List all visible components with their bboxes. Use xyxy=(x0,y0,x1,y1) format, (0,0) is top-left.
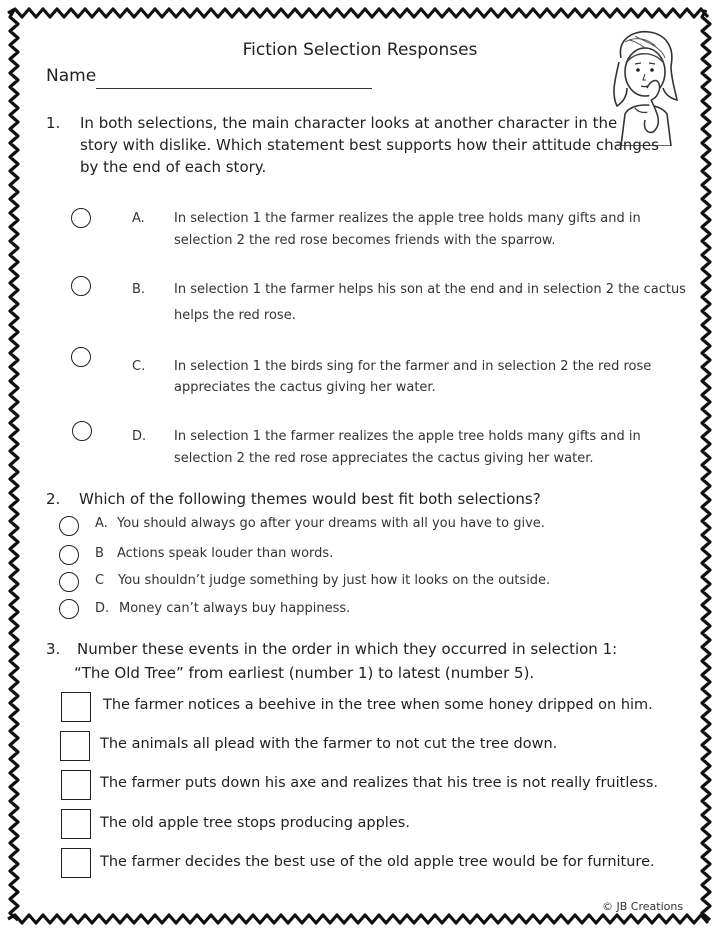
q2-option-a-text: You should always go after your dreams with all you have to give. xyxy=(117,516,545,531)
question-2-number: 2. xyxy=(46,490,61,508)
event-3-text: The farmer puts down his axe and realizes that his tree is not really fruitless. xyxy=(100,775,658,791)
q1-option-a-radio[interactable] xyxy=(71,208,91,228)
event-1-number-box[interactable] xyxy=(61,692,91,722)
question-1-line-3: by the end of each story. xyxy=(80,158,267,176)
question-1-line-2: story with dislike. Which statement best supports how their attitude changes xyxy=(80,136,659,154)
q1-option-b-line-1: In selection 1 the farmer helps his son at the end and in selection 2 the cactus xyxy=(174,282,686,297)
q2-option-c-letter: C xyxy=(95,573,105,588)
event-5-text: The farmer decides the best use of the old apple tree would be for furniture. xyxy=(100,854,655,870)
q1-option-c-letter: C. xyxy=(132,359,146,374)
question-1-number: 1. xyxy=(46,114,61,132)
q1-option-c-line-1: In selection 1 the birds sing for the farmer and in selection 2 the red rose xyxy=(174,359,652,374)
q1-option-d-letter: D. xyxy=(132,429,147,444)
q2-option-c-text: You shouldn’t judge something by just how it looks on the outside. xyxy=(118,573,551,588)
q1-option-b-radio[interactable] xyxy=(71,276,91,296)
event-2-text: The animals all plead with the farmer to not cut the tree down. xyxy=(100,736,558,752)
q2-option-c-radio[interactable] xyxy=(59,572,79,592)
q2-option-b-text: Actions speak louder than words. xyxy=(117,546,334,561)
q1-option-b-line-2: helps the red rose. xyxy=(174,308,296,323)
question-3-line-2: “The Old Tree” from earliest (number 1) to latest (number 5). xyxy=(74,664,535,682)
event-2-number-box[interactable] xyxy=(60,731,90,761)
q2-option-d-letter: D. xyxy=(95,601,110,616)
q1-option-d-line-2: selection 2 the red rose appreciates the cactus giving her water. xyxy=(174,451,594,466)
q1-option-a-line-2: selection 2 the red rose becomes friends with the sparrow. xyxy=(174,233,556,248)
event-3-number-box[interactable] xyxy=(61,770,91,800)
question-3-line-1: Number these events in the order in which they occurred in selection 1: xyxy=(77,640,618,658)
question-2-text: Which of the following themes would best fit both selections? xyxy=(79,490,541,508)
q2-option-b-letter: B xyxy=(95,546,104,561)
q2-option-b-radio[interactable] xyxy=(59,545,79,565)
question-3-number: 3. xyxy=(46,640,61,658)
event-4-number-box[interactable] xyxy=(61,809,91,839)
q1-option-b-letter: B. xyxy=(132,282,146,297)
copyright-notice: © JB Creations xyxy=(602,900,684,913)
event-5-number-box[interactable] xyxy=(61,848,91,878)
q1-option-a-letter: A. xyxy=(132,211,145,226)
q1-option-c-line-2: appreciates the cactus giving her water. xyxy=(174,380,436,395)
q1-option-d-line-1: In selection 1 the farmer realizes the apple tree holds many gifts and in xyxy=(174,429,641,444)
q2-option-a-radio[interactable] xyxy=(59,516,79,536)
event-4-text: The old apple tree stops producing apples. xyxy=(100,815,410,831)
name-input-line[interactable] xyxy=(96,88,372,89)
question-1-line-1: In both selections, the main character looks at another character in the xyxy=(80,114,618,132)
event-1-text: The farmer notices a beehive in the tree when some honey dripped on him. xyxy=(103,697,653,713)
name-label: Name xyxy=(46,66,97,86)
q2-option-d-radio[interactable] xyxy=(59,599,79,619)
q1-option-d-radio[interactable] xyxy=(72,421,92,441)
q2-option-a-letter: A. xyxy=(95,516,108,531)
q1-option-c-radio[interactable] xyxy=(71,347,91,367)
q2-option-d-text: Money can’t always buy happiness. xyxy=(119,601,351,616)
page-title: Fiction Selection Responses xyxy=(242,40,478,60)
q1-option-a-line-1: In selection 1 the farmer realizes the apple tree holds many gifts and in xyxy=(174,211,641,226)
